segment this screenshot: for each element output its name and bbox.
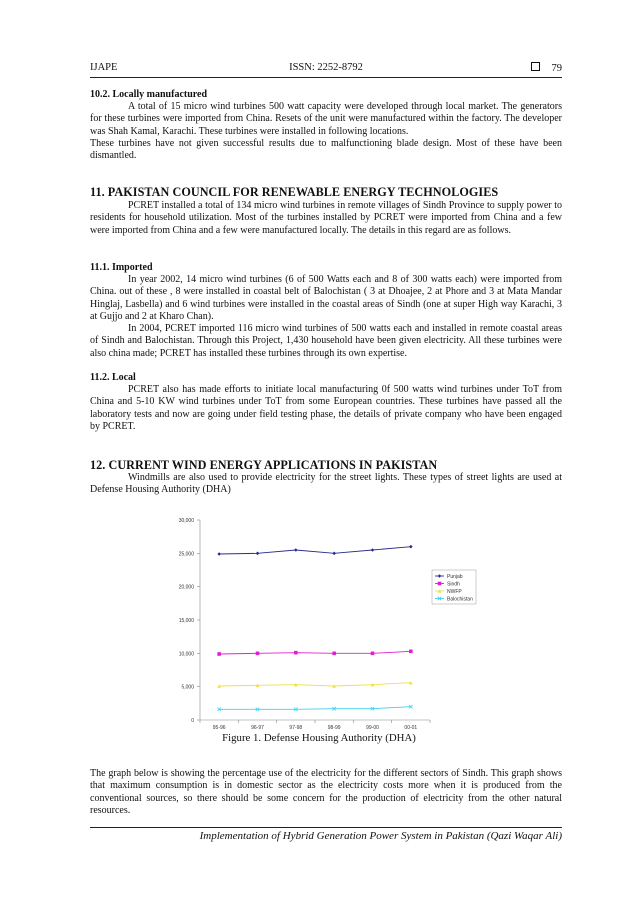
data-point-punjab xyxy=(409,545,413,549)
x-tick-label: 99-00 xyxy=(366,725,379,731)
checkbox-icon xyxy=(531,62,540,71)
data-point-punjab xyxy=(371,548,375,552)
running-header xyxy=(90,62,562,76)
page-number: 79 xyxy=(551,63,562,74)
y-tick-label: 20,000 xyxy=(178,584,194,591)
data-point-punjab xyxy=(256,552,260,556)
heading-11-1: 11.1. Imported xyxy=(90,262,153,273)
legend-marker-sindh xyxy=(438,582,442,586)
figure-caption: Figure 1. Defense Housing Authority (DHA) xyxy=(222,732,416,744)
data-point-sindh xyxy=(294,651,298,655)
legend-label-punjab: Punjab xyxy=(447,573,463,580)
heading-11-2: 11.2. Local xyxy=(90,372,136,383)
x-tick-label: 95-96 xyxy=(212,725,226,731)
y-tick-label: 30,000 xyxy=(178,518,194,524)
paragraph-11-2: PCRET also has made efforts to initiate local manufacturing 0f 500 watts wind turbines under ToT from China and 5-10 KW wind turbines under ToT from some European countries. These turbines have passed all the laboratory tests and now are going under field testing phase, the details of private company who have been engaged by PCRET. xyxy=(90,384,562,432)
issn: ISSN: 2252-8792 xyxy=(289,62,363,73)
legend-label-balochistan: Balochistan xyxy=(447,596,473,603)
heading-10-2: 10.2. Locally manufactured xyxy=(90,89,208,100)
data-point-sindh xyxy=(256,652,260,656)
paragraph-11-1-a: In year 2002, 14 micro wind turbines (6 of 500 Watts each and 8 of 300 watts each) were imported from China. out of these , 8 were installed in coastal belt of Balochistan ( 3 at Dhoajee, 2 at Phore and 3 at Mata Mandar Hinglaj, Lasbella) and 6 wind turbines were installed in the coastal areas of Sindh (one at super High way Karachi, 3 at Gujjo and 2 at Kharo Chan). xyxy=(90,274,562,322)
paragraph-10-2-b: These turbines have not given successful results due to malfunctioning blade design. Most of these have been dismantled. xyxy=(90,138,562,162)
x-tick-label: 00-01 xyxy=(404,725,418,731)
data-point-punjab xyxy=(294,548,298,552)
series-line-sindh xyxy=(219,651,411,654)
closing-paragraph: The graph below is showing the percentage use of the electricity for the different sectors of Sindh. This graph shows that maximum consumption is in domestic sector as the electricity costs more when it is produced from the conventional sources, so there should be some concern for the production of electricity from the other natural resources. xyxy=(90,768,562,816)
journal-name: IJAPE xyxy=(90,62,118,73)
data-point-sindh xyxy=(217,652,221,656)
y-tick-label: 25,000 xyxy=(178,551,194,558)
series-line-punjab xyxy=(219,547,411,554)
paragraph-11: PCRET installed a total of 134 micro wind turbines in remote villages of Sindh Province to supply power to residents for household utilization. Most of the turbines installed by PCRET were imported from China and a few were imported from China and a few were manufactured locally. The details in this regard are as follows. xyxy=(90,200,562,236)
paragraph-12: Windmills are also used to provide electricity for the street lights. These types of street lights are used at Defense Housing Authority (DHA) xyxy=(90,472,562,496)
legend-label-sindh: Sindh xyxy=(447,581,460,588)
y-tick-label: 0 xyxy=(191,718,194,724)
data-point-sindh xyxy=(371,652,375,656)
y-tick-label: 15,000 xyxy=(178,618,194,624)
series-line-balochistan xyxy=(219,707,411,710)
dha-line-chart xyxy=(150,508,480,733)
paragraph-10-2-a: A total of 15 micro wind turbines 500 watt capacity were developed through local market. The generators for these turbines were imported from China. Resets of the unit were manufactured within the factory. The developer was Shah Kamal, Karachi. These turbines were installed in following locations. xyxy=(90,101,562,137)
data-point-punjab xyxy=(332,552,336,556)
x-tick-label: 96-97 xyxy=(251,725,264,731)
paragraph-11-1-b: In 2004, PCRET imported 116 micro wind turbines of 500 watts each and installed in remote coastal areas of Sindh and Balochistan. Through this Project, 1,430 household have been given electricity. All these turbines were also china made; PCRET has installed these turbines through its own expertise. xyxy=(90,323,562,359)
heading-12: 12. CURRENT WIND ENERGY APPLICATIONS IN PAKISTAN xyxy=(90,458,438,472)
y-tick-label: 5,000 xyxy=(181,684,194,691)
series-line-nwfp xyxy=(219,683,411,686)
data-point-sindh xyxy=(332,652,336,656)
data-point-punjab xyxy=(217,552,221,556)
running-footer: Implementation of Hybrid Generation Power System in Pakistan (Qazi Waqar Ali) xyxy=(199,830,562,842)
legend-label-nwfp: NWFP xyxy=(447,588,462,595)
y-tick-label: 10,000 xyxy=(178,651,194,658)
x-tick-label: 98-99 xyxy=(327,725,341,731)
page-number-group xyxy=(531,62,563,74)
header-rule xyxy=(90,77,562,78)
heading-11: 11. PAKISTAN COUNCIL FOR RENEWABLE ENERGY TECHNOLOGIES xyxy=(90,185,499,199)
footer-rule xyxy=(90,827,562,828)
data-point-sindh xyxy=(409,650,413,654)
x-tick-label: 97-98 xyxy=(289,725,303,731)
